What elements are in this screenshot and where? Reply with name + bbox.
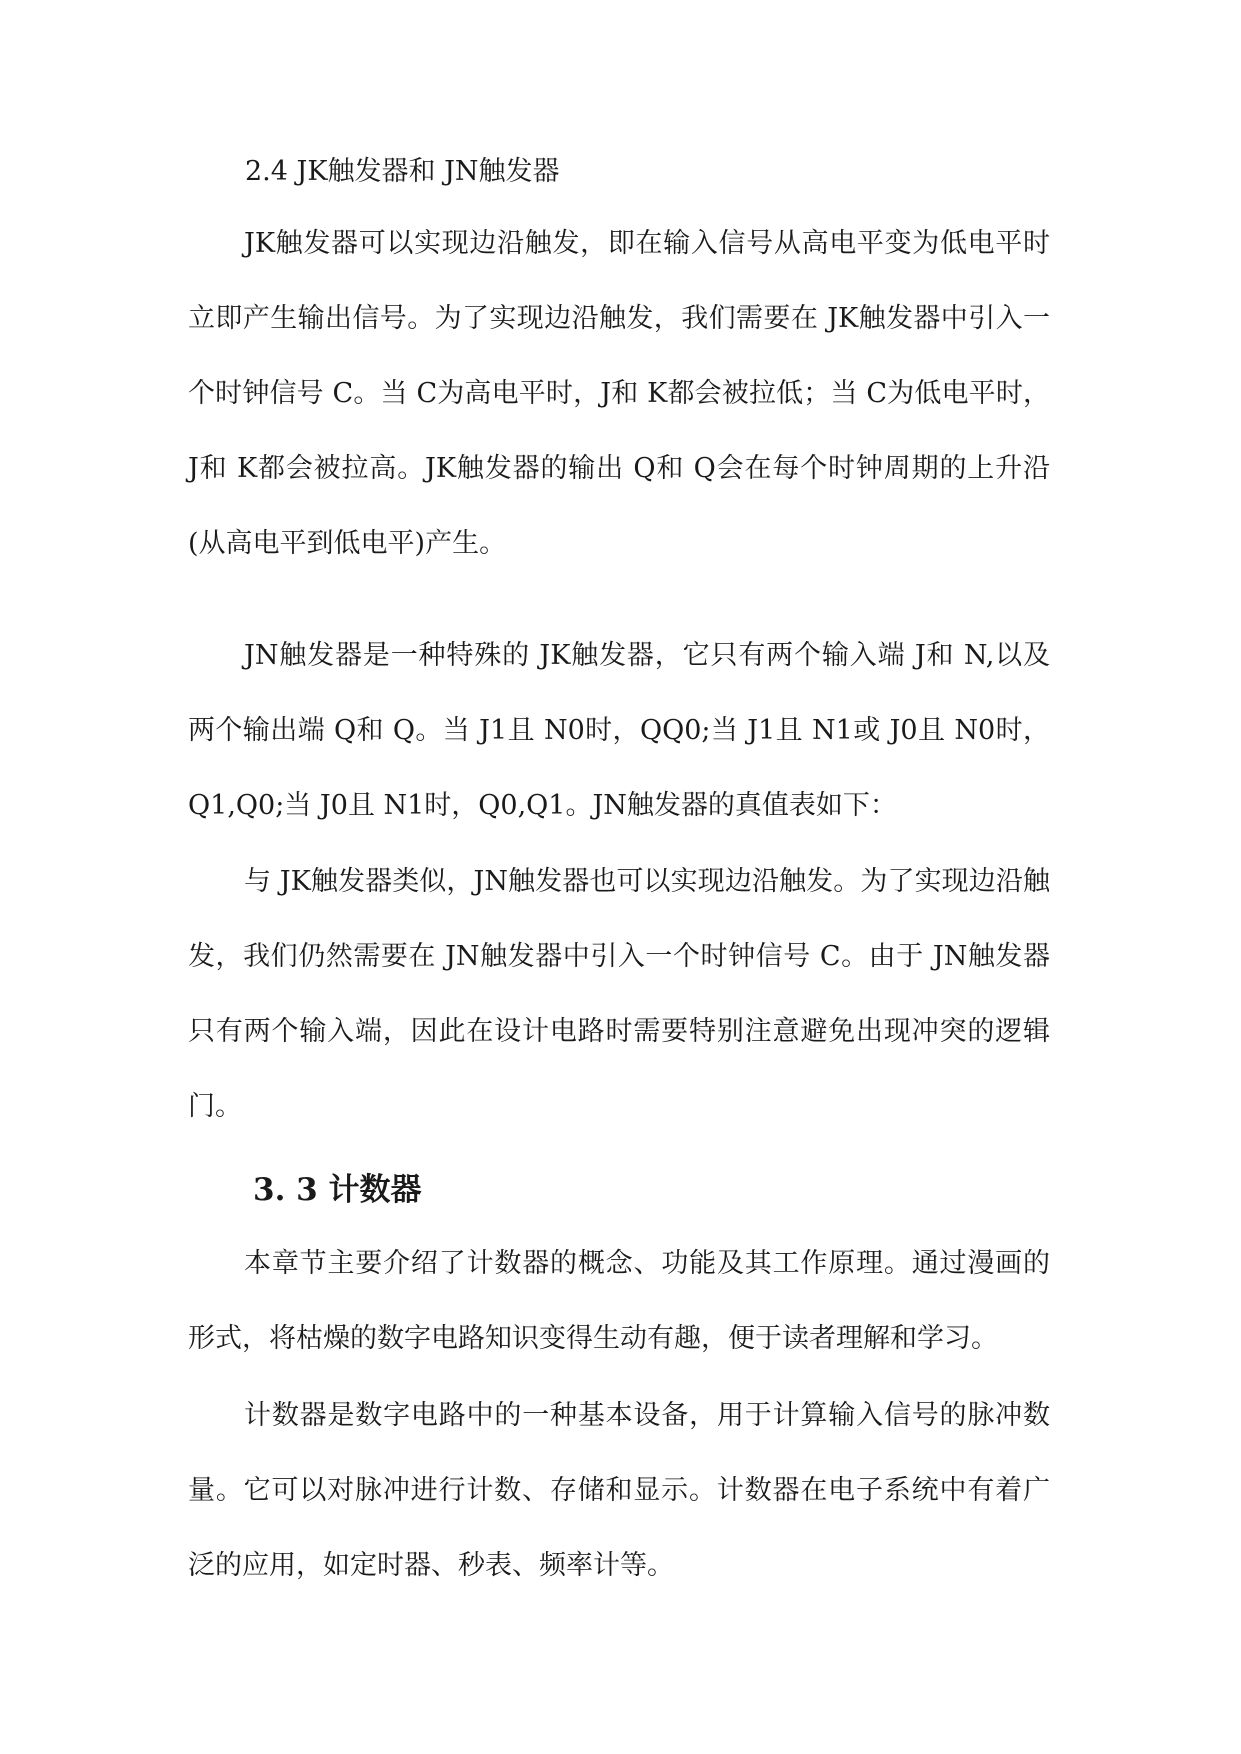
paragraph-jk-edge-trigger: JK触发器可以实现边沿触发，即在输入信号从高电平变为低电平时立即产生输出信号。为了实现边沿触发，我们需要在 JK触发器中引入一个时钟信号 C。当 C为高电平时，J和 K都会被拉低；当 C为低电平时，J和 K都会被拉高。JK触发器的输出 Q和 Q会在每个时钟周期的上升沿(从高电平到低电平)产生。 [188, 228, 1050, 559]
paragraph-jn-description: JN触发器是一种特殊的 JK触发器，它只有两个输入端 J和 N,以及两个输出端 Q和 Q。当 J1且 N0时，QQ0;当 J1且 N1或 J0且 N0时，Q1,Q0;当 J0且 N1时，Q0,Q1。JN触发器的真值表如下： [188, 640, 1050, 821]
section-heading-3-3: 3. 3 计数器 [253, 1172, 422, 1208]
paragraph-counter-intro: 本章节主要介绍了计数器的概念、功能及其工作原理。通过漫画的形式，将枯燥的数字电路知识变得生动有趣，便于读者理解和学习。 [188, 1248, 1050, 1354]
section-heading-2-4: 2.4 JK触发器和 JN触发器 [245, 156, 560, 187]
paragraph-jn-edge-trigger: 与 JK触发器类似，JN触发器也可以实现边沿触发。为了实现边沿触发，我们仍然需要在 JN触发器中引入一个时钟信号 C。由于 JN触发器只有两个输入端，因此在设计电路时需要特别注意避免出现冲突的逻辑门。 [188, 866, 1050, 1122]
paragraph-counter-definition: 计数器是数字电路中的一种基本设备，用于计算输入信号的脉冲数量。它可以对脉冲进行计数、存储和显示。计数器在电子系统中有着广泛的应用，如定时器、秒表、频率计等。 [188, 1400, 1050, 1581]
